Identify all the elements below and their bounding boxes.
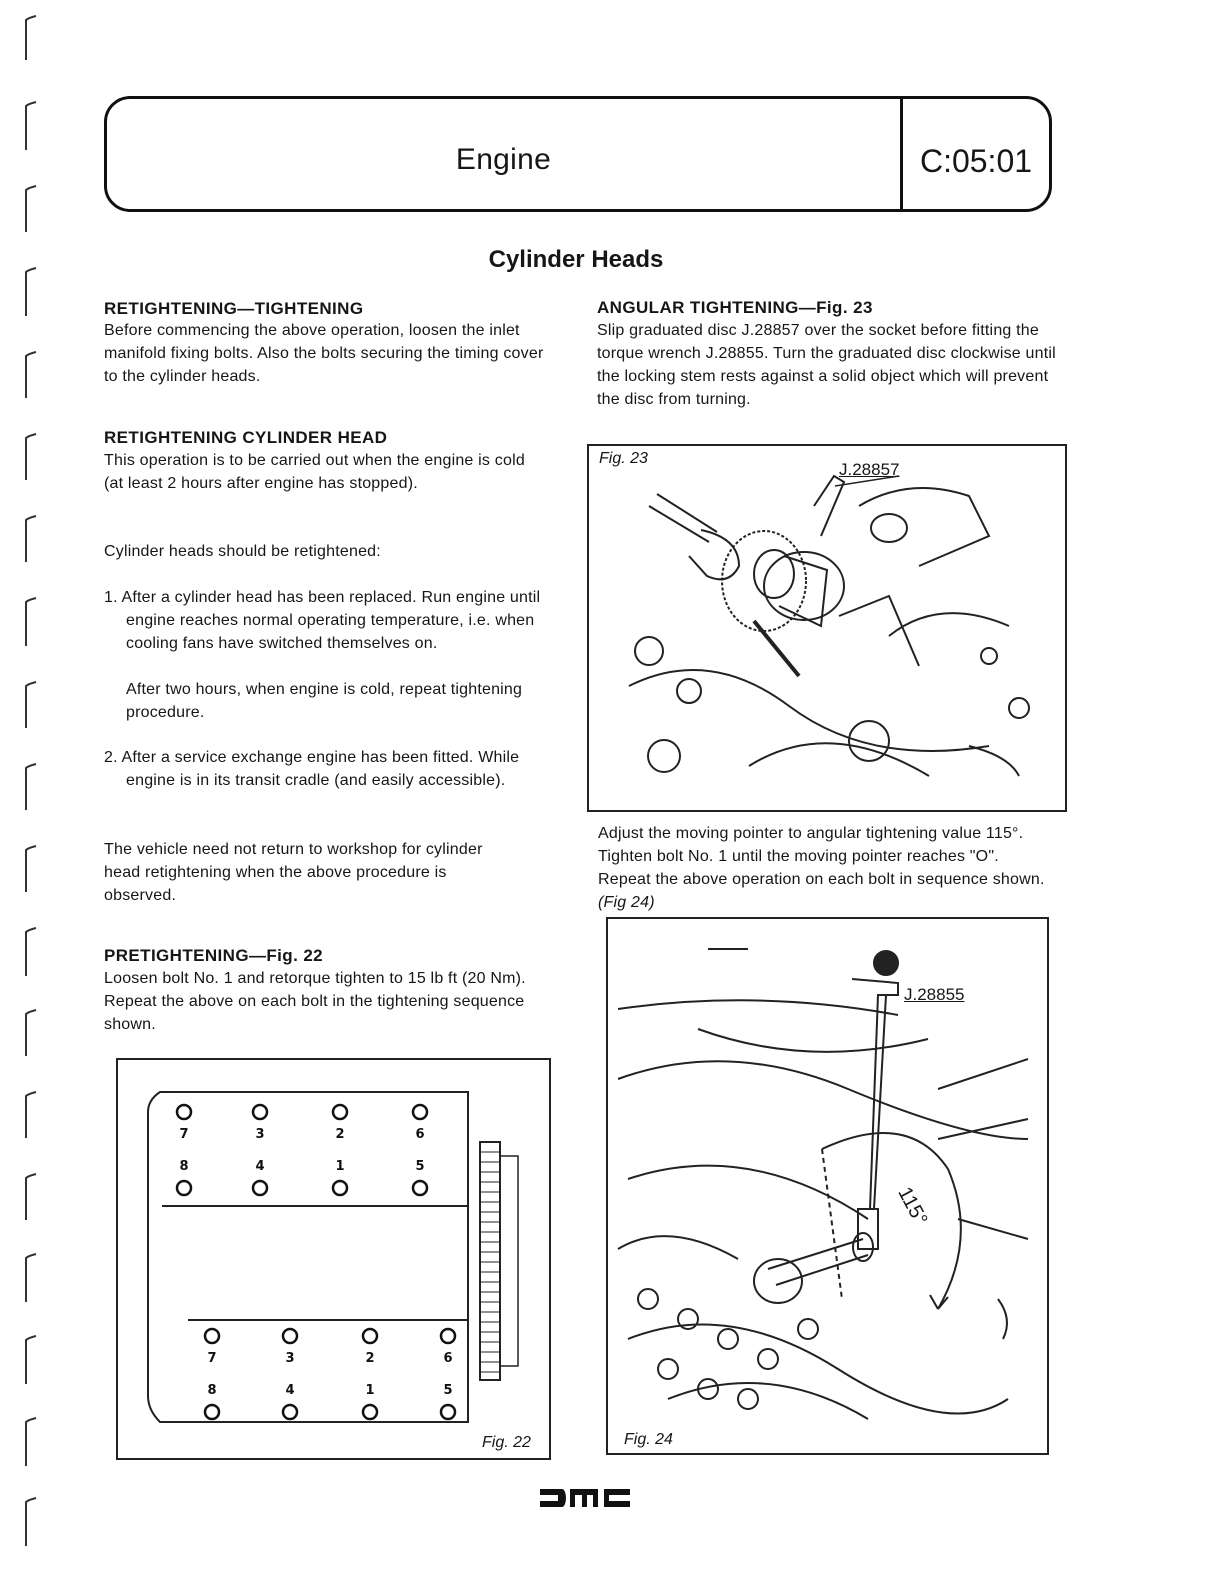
bolt-number: 3: [255, 1127, 265, 1142]
bolt-number: 1: [365, 1383, 375, 1398]
angular-tightening-heading: ANGULAR TIGHTENING—Fig. 23: [597, 298, 873, 317]
bolt-number: 4: [255, 1159, 265, 1174]
figure-22: [116, 1058, 551, 1460]
bolt-number: 5: [443, 1383, 453, 1398]
bolt-marker: [177, 1181, 191, 1195]
torque-wrench-illustration: [608, 919, 1047, 1453]
bolt-marker: [333, 1181, 347, 1195]
torque-wrench-label: J.28855: [904, 985, 965, 1004]
bolt-number: 8: [179, 1159, 189, 1174]
angular-tightening-text: Slip graduated disc J.28857 over the socket before fitting the torque wrench J.28855. Turn the graduated disc clockwise until the locking stem rests against a solid object which will prevent the disc from turning.: [597, 322, 1056, 408]
figure-23-caption: Fig. 23: [599, 450, 648, 467]
bolt-number: 8: [207, 1383, 217, 1398]
retightening-cylinder-heading: RETIGHTENING CYLINDER HEAD: [104, 428, 388, 447]
page-code: C:05:01: [919, 143, 1033, 179]
bolt-marker: [205, 1405, 219, 1419]
section-title: Cylinder Heads: [488, 246, 664, 273]
condition-item-1-repeat: After two hours, when engine is cold, repeat tightening procedure.: [126, 681, 523, 721]
bolt-marker: [441, 1405, 455, 1419]
figure-22-caption: Fig. 22: [482, 1434, 531, 1451]
bolt-marker: [413, 1181, 427, 1195]
bolt-marker: [283, 1405, 297, 1419]
bolt-marker: [253, 1181, 267, 1195]
bolt-marker: [363, 1329, 377, 1343]
bolt-marker: [205, 1329, 219, 1343]
figure-24-caption: Fig. 24: [624, 1431, 673, 1448]
angular-tightening-illustration: [589, 446, 1065, 810]
pretightening-text: Loosen bolt No. 1 and retorque tighten to 15 lb ft (20 Nm). Repeat the above on each bolt in the tightening sequence shown.: [104, 970, 526, 1033]
bolt-marker: [177, 1105, 191, 1119]
condition-item-1: 1. After a cylinder head has been replaced. Run engine until engine reaches normal operating temperature, i.e. when cooling fans have switched themselves on.: [104, 589, 541, 652]
bolt-marker: [283, 1329, 297, 1343]
dmc-logo-mark: [540, 1485, 630, 1511]
pretightening-heading: PRETIGHTENING—Fig. 22: [104, 946, 324, 965]
condition-item-2: 2. After a service exchange engine has been fitted. While engine is in its transit cradle (and easily accessible).: [104, 749, 520, 789]
bolt-number: 2: [335, 1127, 345, 1142]
angle-label: 115°: [893, 1183, 932, 1230]
figure-24: [606, 917, 1049, 1455]
bolt-sequence-diagram: [118, 1060, 549, 1458]
bolt-number: 1: [335, 1159, 345, 1174]
vehicle-note-text: The vehicle need not return to workshop for cylinder head retightening when the above procedure is observed.: [104, 841, 483, 904]
bolt-marker: [413, 1105, 427, 1119]
binder-holes: [22, 0, 52, 1581]
bolt-number: 4: [285, 1383, 295, 1398]
bolt-marker: [253, 1105, 267, 1119]
fig-24-ref: (Fig 24): [598, 894, 655, 911]
bolt-number: 2: [365, 1351, 375, 1366]
page-title: Engine: [455, 143, 552, 176]
bolt-number: 7: [207, 1351, 217, 1366]
bolt-marker: [363, 1405, 377, 1419]
bolt-number: 5: [415, 1159, 425, 1174]
bolt-marker: [441, 1329, 455, 1343]
figure-23: [587, 444, 1067, 812]
graduated-disc-label: J.28857: [839, 460, 900, 479]
retightening-heading: RETIGHTENING—TIGHTENING: [104, 299, 364, 318]
bolt-number: 6: [415, 1127, 425, 1142]
retightening-text: Before commencing the above operation, loosen the inlet manifold fixing bolts. Also the bolts securing the timing cover to the cylinder heads.: [104, 322, 544, 385]
bolt-number: 6: [443, 1351, 453, 1366]
retighten-conditions-text: Cylinder heads should be retightened:: [104, 543, 381, 560]
bolt-number: 3: [285, 1351, 295, 1366]
retightening-cylinder-text: This operation is to be carried out when the engine is cold (at least 2 hours after engine has stopped).: [104, 452, 525, 492]
bolt-number: 7: [179, 1127, 189, 1142]
bolt-marker: [333, 1105, 347, 1119]
adjust-pointer-text: Adjust the moving pointer to angular tightening value 115°. Tighten bolt No. 1 until the moving pointer reaches "O". Repeat the above operation on each bolt in sequence shown. (Fig 24): [598, 825, 1045, 911]
dmc-logo: [540, 1484, 630, 1519]
header-box: [104, 96, 1052, 212]
